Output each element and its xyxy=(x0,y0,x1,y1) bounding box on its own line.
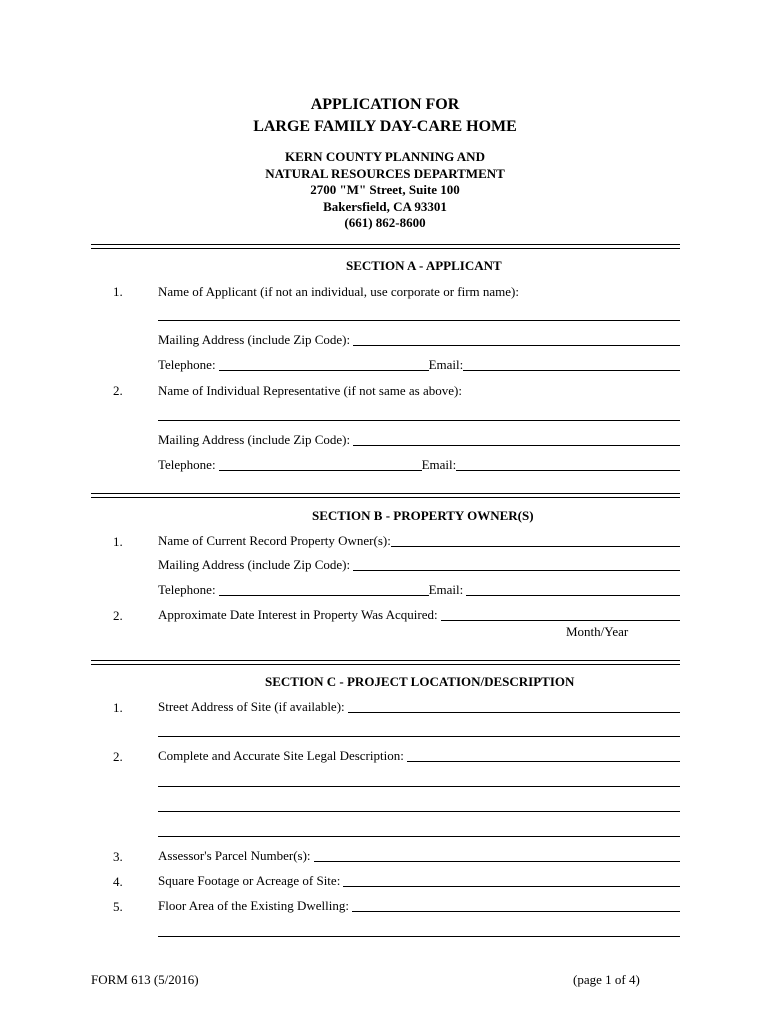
owner-contact-row xyxy=(158,581,680,598)
acquired-date-hint: Month/Year xyxy=(566,624,629,639)
site-size-field[interactable] xyxy=(343,886,680,887)
section-b-heading: SECTION B - PROPERTY OWNER(S) xyxy=(312,508,534,523)
site-address-field[interactable] xyxy=(348,712,680,713)
applicant-telephone-field[interactable] xyxy=(219,370,429,371)
applicant-email-field[interactable] xyxy=(463,370,680,371)
representative-email-label: Email: xyxy=(421,457,457,472)
site-address-field-line2[interactable] xyxy=(158,736,680,737)
applicant-email-label: Email: xyxy=(428,357,464,372)
site-address-row xyxy=(158,698,680,715)
applicant-contact-row xyxy=(158,356,680,373)
applicant-name-label: Name of Applicant (if not an individual, use corporate or firm name): xyxy=(158,284,519,299)
legal-description-field[interactable] xyxy=(407,761,680,762)
legal-description-field-line2[interactable] xyxy=(158,786,680,787)
section-c-heading: SECTION C - PROJECT LOCATION/DESCRIPTION xyxy=(265,674,575,689)
representative-mailing-label: Mailing Address (include Zip Code): xyxy=(158,432,351,447)
parcel-number-label: Assessor's Parcel Number(s): xyxy=(158,848,311,863)
owner-mailing-row xyxy=(158,556,680,573)
owner-mailing-field[interactable] xyxy=(353,570,680,571)
owner-name-row xyxy=(158,532,680,549)
item-number: 2. xyxy=(113,608,123,623)
acquired-date-row xyxy=(158,606,680,623)
department-line2: NATURAL RESOURCES DEPARTMENT xyxy=(265,165,505,181)
owner-telephone-field[interactable] xyxy=(219,595,429,596)
legal-description-row xyxy=(158,747,680,764)
item-number: 3. xyxy=(113,849,123,864)
representative-email-field[interactable] xyxy=(456,470,680,471)
representative-telephone-field[interactable] xyxy=(219,470,422,471)
department-line1: KERN COUNTY PLANNING AND xyxy=(285,149,485,164)
item-number: 1. xyxy=(113,534,123,549)
representative-name-field[interactable] xyxy=(158,420,680,421)
form-title-line1: APPLICATION FOR xyxy=(310,96,460,113)
item-number: 5. xyxy=(113,899,123,914)
department-address-line2: Bakersfield, CA 93301 xyxy=(323,198,447,214)
floor-area-label: Floor Area of the Existing Dwelling: xyxy=(158,898,350,913)
item-number: 2. xyxy=(113,383,123,398)
parcel-number-row xyxy=(158,847,680,864)
department-phone: (661) 862-8600 xyxy=(344,215,426,230)
site-address-label: Street Address of Site (if available): xyxy=(158,699,345,714)
legal-description-field-line3[interactable] xyxy=(158,811,680,812)
form-title-line2: LARGE FAMILY DAY-CARE HOME xyxy=(253,118,517,135)
floor-area-row xyxy=(158,897,680,914)
legal-description-label: Complete and Accurate Site Legal Description: xyxy=(158,748,404,763)
owner-name-label: Name of Current Record Property Owner(s): xyxy=(158,533,391,548)
owner-telephone-label: Telephone: xyxy=(158,582,216,597)
item-number: 1. xyxy=(113,700,123,715)
page-number: (page 1 of 4) xyxy=(573,972,640,987)
representative-telephone-label: Telephone: xyxy=(158,457,216,472)
applicant-mailing-row xyxy=(158,331,680,348)
site-size-row xyxy=(158,872,680,889)
owner-email-label: Email: xyxy=(428,582,464,597)
item-number: 2. xyxy=(113,749,123,764)
site-size-label: Square Footage or Acreage of Site: xyxy=(158,873,341,888)
applicant-mailing-field[interactable] xyxy=(353,345,680,346)
section-divider xyxy=(91,493,680,498)
acquired-date-label: Approximate Date Interest in Property Was Acquired: xyxy=(158,607,438,622)
item-number: 4. xyxy=(113,874,123,889)
owner-name-field[interactable] xyxy=(391,546,680,547)
floor-area-field-line2[interactable] xyxy=(158,936,680,937)
section-divider xyxy=(91,660,680,665)
item-number: 1. xyxy=(113,284,123,299)
legal-description-field-line4[interactable] xyxy=(158,836,680,837)
applicant-name-field[interactable] xyxy=(158,320,680,321)
parcel-number-field[interactable] xyxy=(314,861,680,862)
applicant-telephone-label: Telephone: xyxy=(158,357,216,372)
section-a-heading: SECTION A - APPLICANT xyxy=(346,258,502,273)
representative-mailing-row xyxy=(158,431,680,448)
owner-email-field[interactable] xyxy=(466,595,680,596)
department-address-line1: 2700 "M" Street, Suite 100 xyxy=(310,182,460,197)
representative-contact-row xyxy=(158,456,680,473)
representative-mailing-field[interactable] xyxy=(353,445,680,446)
form-number: FORM 613 (5/2016) xyxy=(91,972,199,987)
applicant-mailing-label: Mailing Address (include Zip Code): xyxy=(158,332,351,347)
owner-mailing-label: Mailing Address (include Zip Code): xyxy=(158,557,351,572)
floor-area-field[interactable] xyxy=(352,911,680,912)
representative-name-label: Name of Individual Representative (if not same as above): xyxy=(158,383,462,398)
acquired-date-field[interactable] xyxy=(441,620,680,621)
section-divider xyxy=(91,244,680,249)
